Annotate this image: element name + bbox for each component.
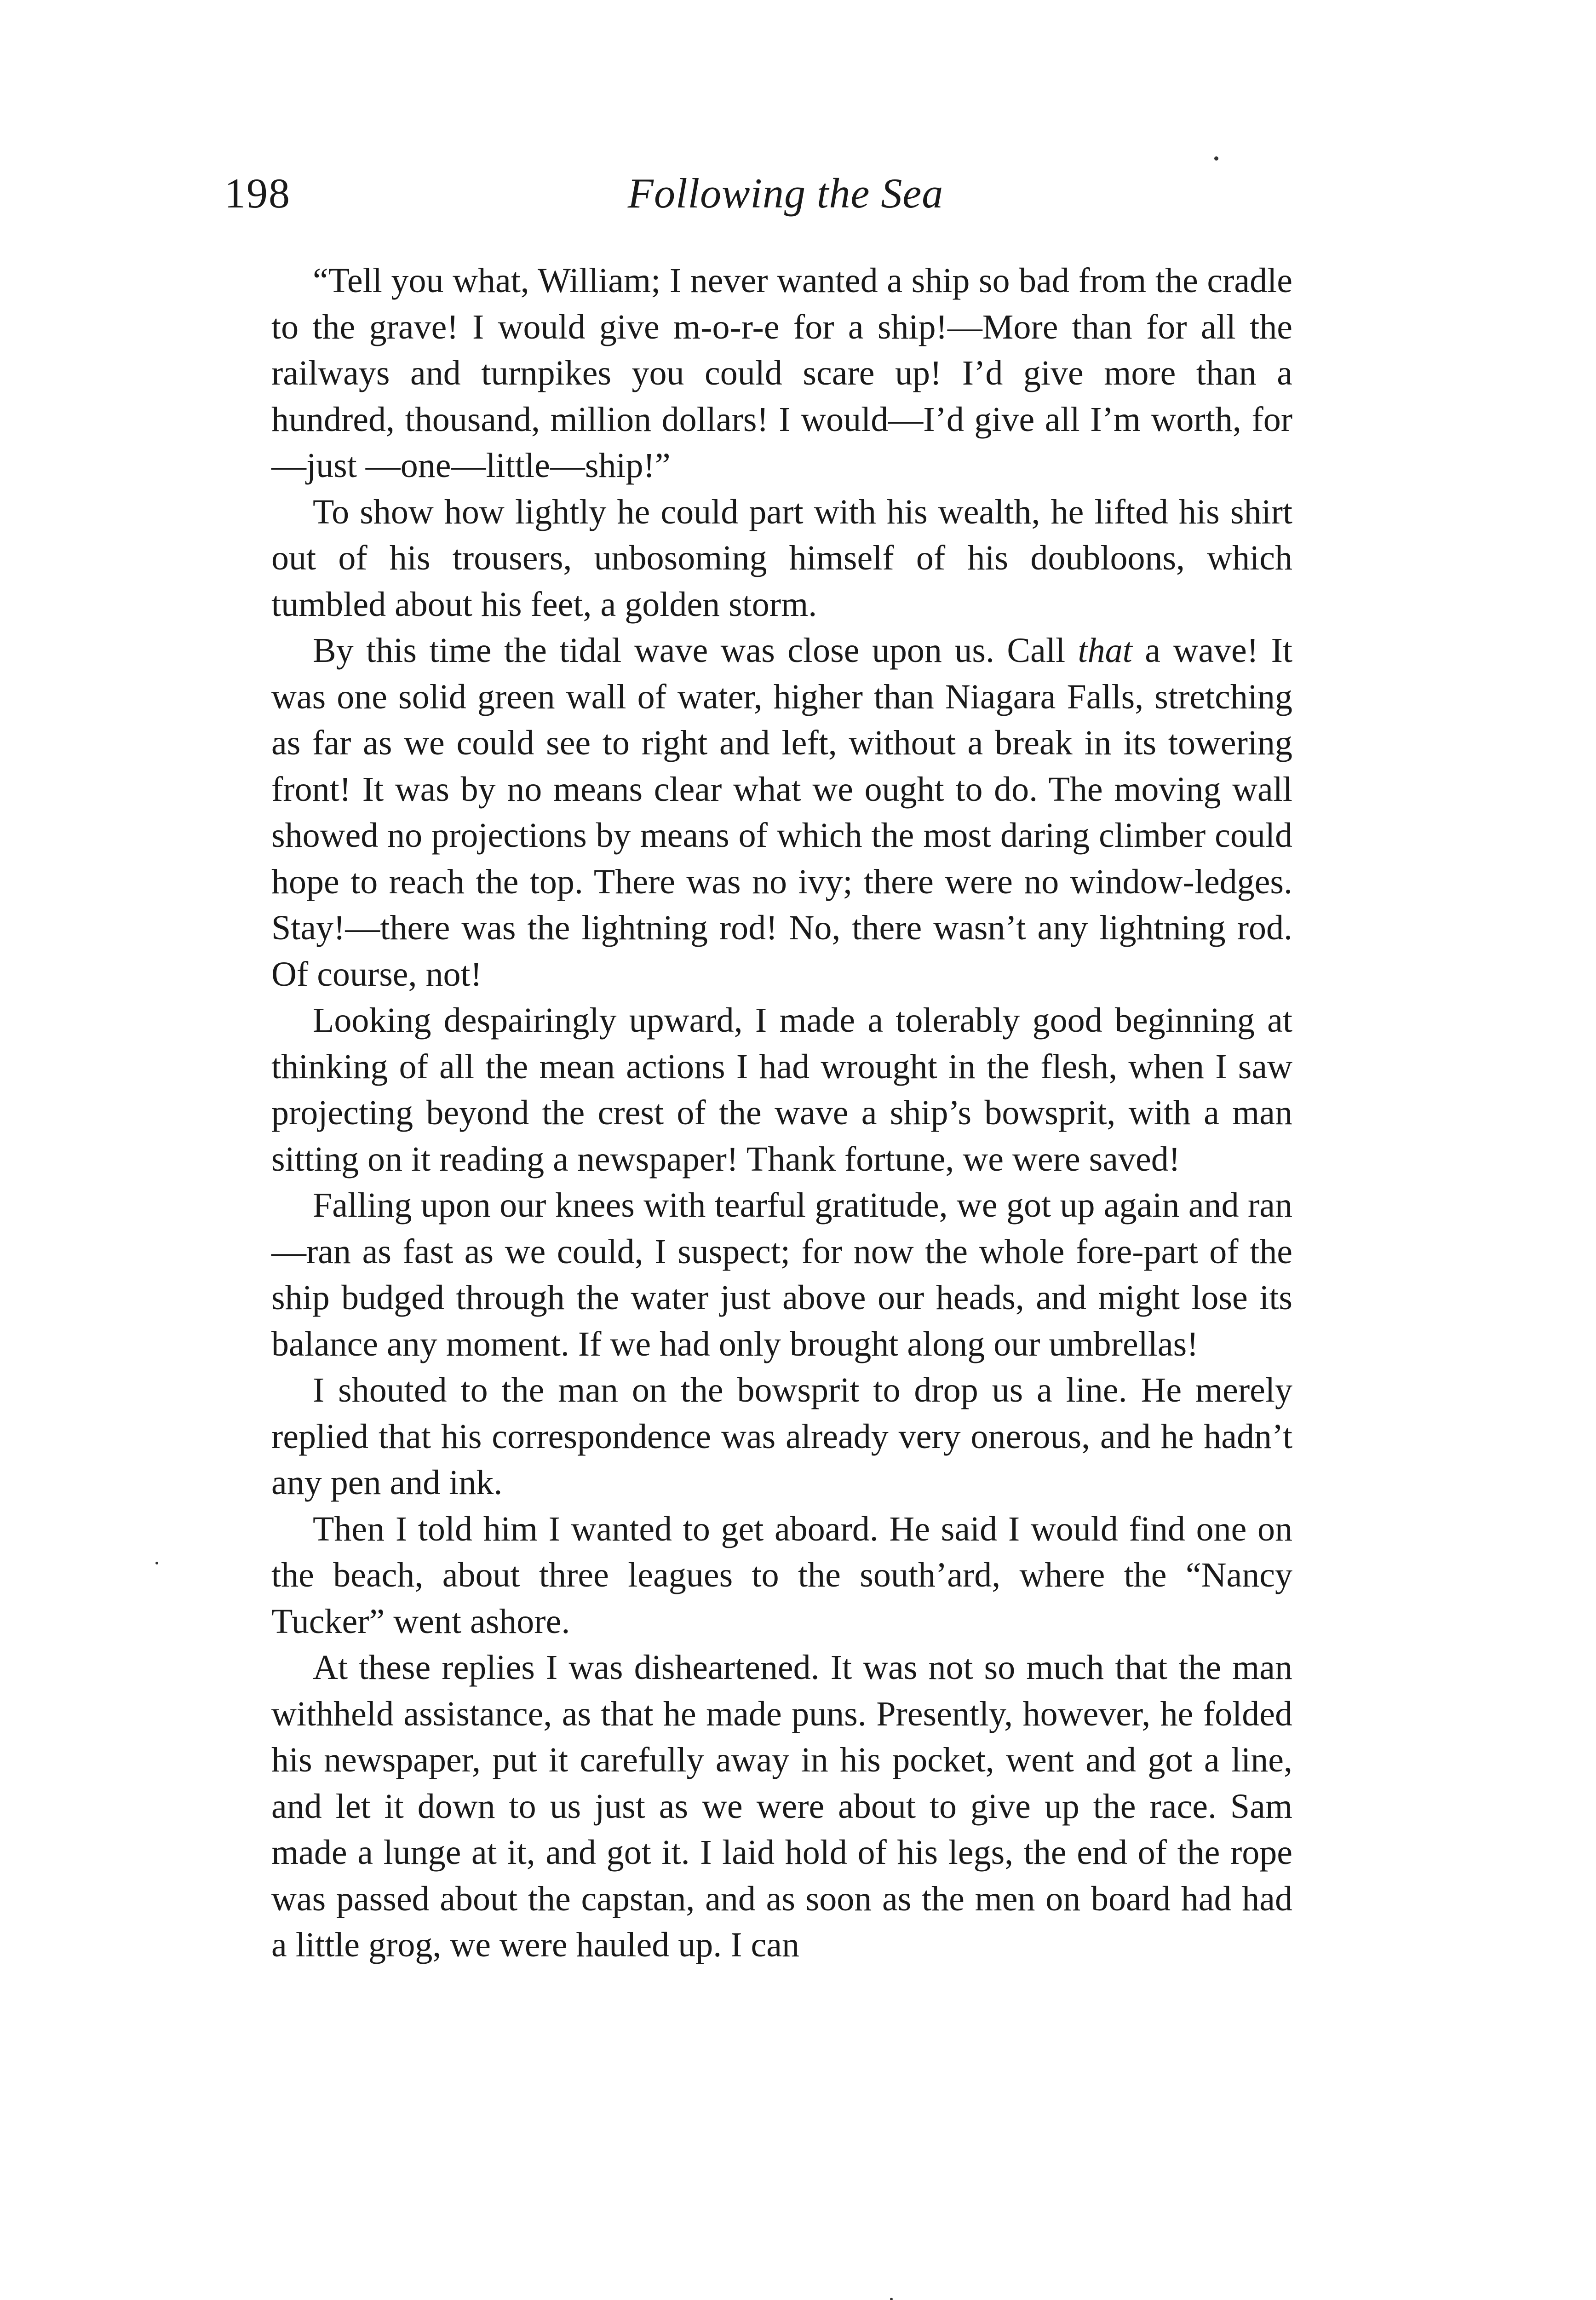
- paragraph: [271, 627, 1292, 997]
- paragraph-text: At these replies I was disheartened. It was not so much that the man withheld assistance, as that he made puns. Presently, however, he folded his newspaper, put it carefully away in his pocket, went and got a line, and let it down to us just as we were about to give up the race. Sam made a lunge at it, and got it. I laid hold of his legs, the end of the rope was passed about the capstan, and as soon as the men on board had had a little grog, we were hauled up. I can: [271, 1648, 1292, 1964]
- paragraph: [271, 1644, 1292, 1968]
- paragraph-text: “Tell you what, William; I never wanted a ship so bad from the cradle to the grave! I would give m-o-r-e for a ship!—More than for all the railways and turnpikes you could scare up! I’d give more than a hundred, thousand, million dollars! I would—I’d give all I’m worth, for—just —one—little—ship!”: [271, 261, 1292, 485]
- paragraph-text: Then I told him I wanted to get aboard. He said I would find one on the beach, about three leagues to the south’ard, where the “Nancy Tucker” went ashore.: [271, 1509, 1292, 1641]
- speck-mark: [1214, 156, 1218, 161]
- paragraph-text: By this time the tidal wave was close upon us. Call: [313, 631, 1078, 670]
- paragraph-text: To show how lightly he could part with his wealth, he lifted his shirt out of his trousers, unbosoming himself of his doubloons, which tumbled about his feet, a golden storm.: [271, 492, 1292, 624]
- paragraph: [271, 1367, 1292, 1506]
- italic-text: that: [1078, 631, 1132, 670]
- speck-mark: [890, 2298, 893, 2300]
- paragraph: [271, 258, 1292, 489]
- text-body: [271, 258, 1292, 1968]
- paragraph-text: a wave! It was one solid green wall of water, higher than Niagara Falls, stretching as far as we could see to right and left, without a break in its towering front! It was by no means clear what we ought to do. The moving wall showed no projections by means of which the most daring climber could hope to reach the top. There was no ivy; there were no window-ledges. Stay!—there was the lightning rod! No, there wasn’t any lightning rod. Of course, not!: [271, 631, 1292, 994]
- paragraph: [271, 1506, 1292, 1645]
- paragraph-text: Falling upon our knees with tearful gratitude, we got up again and ran—ran as fast as we could, I suspect; for now the whole fore-part of the ship budged through the water just above our heads, and might lose its balance any moment. If we had only brought along our umbrellas!: [271, 1186, 1292, 1363]
- paragraph: [271, 997, 1292, 1182]
- paragraph-text: Looking despairingly upward, I made a tolerably good beginning at thinking of all the mean actions I had wrought in the flesh, when I saw projecting beyond the crest of the wave a ship’s bowsprit, with a man sitting on it reading a newspaper! Thank fortune, we were saved!: [271, 1001, 1292, 1179]
- paragraph-text: I shouted to the man on the bowsprit to drop us a line. He merely replied that his correspondence was already very onerous, and he hadn’t any pen and ink.: [271, 1371, 1292, 1502]
- running-title: Following the Sea: [627, 170, 944, 217]
- page-number: 198: [224, 170, 291, 217]
- page-header: [224, 159, 1347, 228]
- paragraph: [271, 489, 1292, 628]
- speck-mark: [155, 1562, 158, 1564]
- paragraph: [271, 1182, 1292, 1367]
